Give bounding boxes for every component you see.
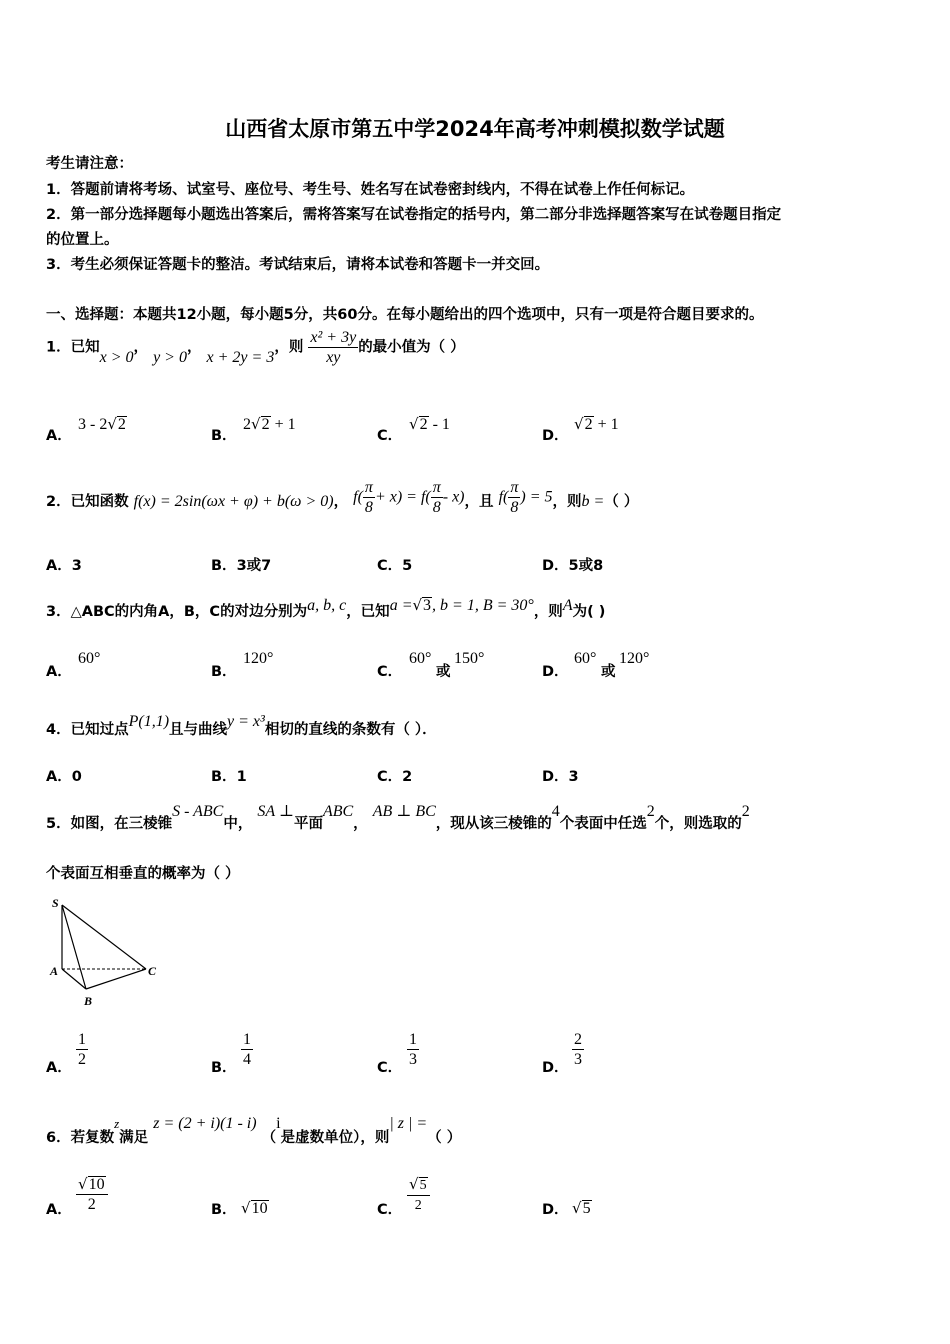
label-C: C — [148, 964, 157, 978]
section-heading: 一、选择题：本题共12小题，每小题5分，共60分。在每小题给出的四个选项中，只有一项是符合题目要求的。 — [46, 307, 764, 323]
q5-option-c[interactable]: C． — [377, 1060, 403, 1076]
q5-option-b[interactable]: B． — [211, 1060, 237, 1076]
q5-option-a[interactable]: A． — [46, 1060, 72, 1076]
edge-SB — [62, 905, 86, 989]
q1-option-a[interactable]: A． — [46, 428, 72, 444]
notice-item-3: 3．考生必须保证答题卡的整洁。考试结束后，请将本试卷和答题卡一并交回。 — [46, 257, 550, 273]
notice-heading: 考生请注意： — [46, 156, 133, 172]
q4-option-a[interactable]: A．0 — [46, 769, 82, 785]
label-A: A — [50, 964, 59, 978]
question-5-line-2: 个表面互相垂直的概率为（ ） — [46, 866, 240, 882]
q1-option-d[interactable]: D． — [542, 428, 569, 444]
q2-option-b[interactable]: B．3或7 — [211, 558, 272, 574]
q1-option-c[interactable]: C． — [377, 428, 403, 444]
notice-item-1: 1．答题前请将考场、试室号、座位号、考生号、姓名写在试卷密封线内，不得在试卷上作任何标记。 — [46, 182, 695, 198]
q3-option-a[interactable]: A． — [46, 664, 72, 680]
notice-item-2-cont: 的位置上。 — [46, 232, 119, 248]
question-4: 4．已知过点P(1,1)且与曲线y = x³相切的直线的条数有（ ）． — [46, 713, 437, 738]
q5-option-d[interactable]: D． — [542, 1060, 569, 1076]
edge-AB — [62, 969, 86, 989]
q1-option-b[interactable]: B． — [211, 428, 237, 444]
q2-option-d[interactable]: D．5或8 — [542, 558, 604, 574]
q6-option-c[interactable]: C． — [377, 1202, 403, 1218]
q4-option-c[interactable]: C．2 — [377, 769, 413, 785]
q6-option-d[interactable]: D． — [542, 1202, 569, 1218]
question-3: 3．△ABC的内角A，B，C的对边分别为a, b, c，已知a =√3, b = 1, B = 30°，则A为( ) — [46, 596, 606, 620]
question-2: 2．已知函数 f(x) = 2sin(ωx + φ) + b(ω > 0)， f( $\frac{\pi}{8}$ + x) = f( $\frac{\pi}{8}$ - x)，且 f( $\frac{\pi}{8}$ ) = 5，则b =（ ） — [46, 479, 639, 516]
question-5: 5．如图，在三棱锥S - ABC中， SA ⊥平面ABC， AB ⊥ BC，现从该三棱锥的4个表面中任选2个，则选取的2 — [46, 803, 750, 832]
q4-option-d[interactable]: D．3 — [542, 769, 579, 785]
q2-option-c[interactable]: C．5 — [377, 558, 413, 574]
label-S: S — [52, 896, 59, 910]
edge-SC — [62, 905, 146, 969]
q6-option-a[interactable]: A． — [46, 1202, 72, 1218]
label-B: B — [84, 994, 93, 1008]
q6-option-b[interactable]: B． — [211, 1202, 237, 1218]
edge-BC — [86, 969, 146, 989]
notice-item-2: 2．第一部分选择题每小题选出答案后，需将答案写在试卷指定的括号内，第二部分非选择题答案写在试卷题目指定 — [46, 207, 782, 223]
q3-option-d[interactable]: D． — [542, 664, 569, 680]
pyramid-figure — [46, 893, 166, 1011]
question-6: 6．若复数z满足 z = (2 + i)(1 - i) （i是虚数单位），则| z | =（ ） — [46, 1115, 462, 1146]
q1-fraction: $\frac{\text{x² + 3y}}{xy}$ — [310, 329, 357, 366]
q2-option-a[interactable]: A．3 — [46, 558, 82, 574]
question-1: 1．已知x > 0， y > 0， x + 2y = 3，则 $\frac{\text{x² + 3y}}{xy}$ 的最小值为（ ） — [46, 329, 465, 366]
q3-option-b[interactable]: B． — [211, 664, 237, 680]
q3-option-c[interactable]: C． — [377, 664, 403, 680]
q4-option-b[interactable]: B．1 — [211, 769, 247, 785]
page-title: 山西省太原市第五中学2024年高考冲刺模拟数学试题 — [225, 117, 725, 141]
